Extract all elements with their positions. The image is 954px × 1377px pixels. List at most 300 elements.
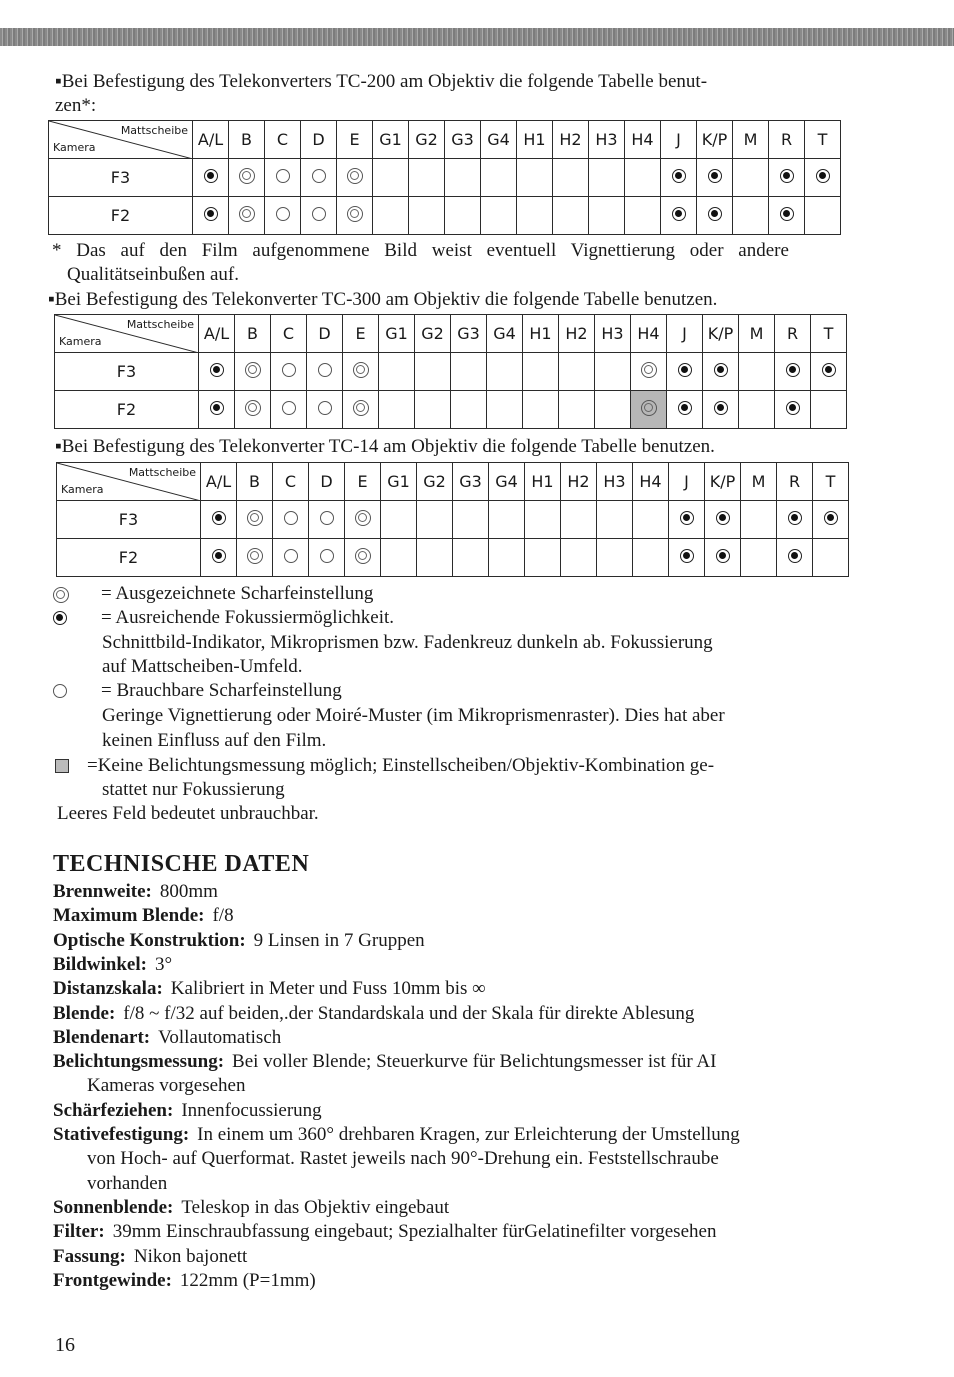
column-header: G4 [481,121,517,159]
row-label: F2 [57,539,201,577]
table-cell [309,539,345,577]
table-cell [373,197,409,235]
legend-usable-detail1: Geringe Vignettierung oder Moiré-Muster (im Mikroprismenraster). Dies hat aber [102,705,725,726]
column-header: G4 [487,315,523,353]
open-circle-icon [318,363,332,377]
spec-value: Nikon bajonett [133,1245,248,1267]
filled-circle-icon [53,611,67,625]
scan-top-bar [0,28,954,46]
table-cell [523,391,559,429]
column-header: T [811,315,847,353]
spec-label: Brennweite: [53,881,152,902]
table-cell [229,159,265,197]
filled-circle-icon [786,401,800,415]
corner-header [49,121,193,159]
column-header: D [307,315,343,353]
table-cell [561,501,597,539]
filled-circle-icon [714,401,728,415]
table-cell [733,197,769,235]
spec-line [53,954,172,976]
filled-circle-icon [204,207,218,221]
table-cell [775,391,811,429]
column-header: B [229,121,265,159]
table-cell [775,353,811,391]
legend-usable-text: = Brauchbare Scharfeinstellung [101,680,342,701]
table-cell [237,539,273,577]
table-cell [481,197,517,235]
table-cell [669,501,705,539]
column-header: H3 [597,463,633,501]
spec-continuation: Kameras vorgesehen [87,1075,246,1097]
column-header: H2 [561,463,597,501]
column-header: H1 [525,463,561,501]
table-cell [589,159,625,197]
column-header: A/L [201,463,237,501]
spec-continuation: vorhanden [87,1172,168,1194]
table-row [57,501,849,539]
filled-circle-icon [822,363,836,377]
table-cell [703,353,739,391]
spec-line [53,1124,740,1146]
table-row [55,391,847,429]
spec-label: Blende: [53,1002,116,1024]
column-header: H4 [625,121,661,159]
spec-value: In einem um 360° drehbaren Kragen, zur Erleichterung der Umstellung [197,1124,740,1145]
column-header: E [343,315,379,353]
table-cell [417,539,453,577]
filled-circle-icon [672,207,686,221]
table-cell [595,353,631,391]
double-circle-icon [247,510,263,526]
table-header-row [49,121,841,159]
table-row [55,353,847,391]
spec-label: Stativefestigung: [53,1124,190,1145]
table-cell [697,159,733,197]
filled-circle-icon [678,401,692,415]
spec-line [53,1270,316,1292]
open-circle-icon [312,169,326,183]
spec-label: Maximum Blende: [53,905,205,927]
spec-line [53,1003,694,1025]
column-header: G1 [379,315,415,353]
spec-line [53,1027,281,1049]
table-cell [301,159,337,197]
corner-label-screen: Mattscheibe [120,124,188,137]
column-header: B [235,315,271,353]
filled-circle-icon [716,549,730,563]
spec-value: f/8 ~ f/32 auf beiden,.der Standardskala und der Skala für direkte Ablesung [123,1002,695,1024]
table-cell [201,501,237,539]
row-label: F3 [49,159,193,197]
table-cell [705,501,741,539]
column-header: C [273,463,309,501]
table1-intro-line2: zen*: [55,95,97,116]
table-cell [525,539,561,577]
spec-value: Innenfocussierung [181,1099,322,1121]
table-cell [265,197,301,235]
filled-circle-icon [714,363,728,377]
table-cell [379,353,415,391]
column-header: M [739,315,775,353]
table-cell [769,197,805,235]
column-header: G3 [453,463,489,501]
legend-usable-detail2: keinen Einfluss auf den Film. [102,730,327,751]
table-cell [309,501,345,539]
table-cell [451,353,487,391]
column-header: A/L [193,121,229,159]
table-cell [523,353,559,391]
table-cell [625,159,661,197]
spec-line [53,1100,322,1122]
open-circle-icon [284,511,298,525]
legend-sufficient-detail2: auf Mattscheiben-Umfeld. [102,656,303,677]
table-cell [273,501,309,539]
column-header: G3 [451,315,487,353]
spec-line [53,1197,449,1219]
table-cell [589,197,625,235]
table-cell [631,391,667,429]
filled-circle-icon [672,169,686,183]
spec-value: 800mm [159,881,218,902]
section-title: TECHNISCHE DATEN [53,851,310,877]
column-header: G2 [409,121,445,159]
double-circle-icon [641,400,657,416]
open-circle-icon [53,684,67,698]
table-cell [553,197,589,235]
table-row [49,159,841,197]
table-cell [193,159,229,197]
table-cell [741,539,777,577]
table-cell [553,159,589,197]
double-circle-icon [53,587,69,603]
column-header: A/L [199,315,235,353]
column-header: R [775,315,811,353]
row-label: F3 [57,501,201,539]
column-header: G1 [373,121,409,159]
filled-circle-icon [708,169,722,183]
table-cell [805,159,841,197]
open-circle-icon [320,511,334,525]
filled-circle-icon [780,207,794,221]
column-header: K/P [703,315,739,353]
table-cell [235,391,271,429]
table-cell [813,501,849,539]
filled-circle-icon [680,511,694,525]
double-circle-icon [245,400,261,416]
spec-line [53,930,425,952]
filled-circle-icon [212,511,226,525]
spec-value: Kalibriert in Meter und Fuss 10mm bis ∞ [170,978,486,1000]
table-cell [517,197,553,235]
column-header: G2 [415,315,451,353]
table-cell [811,353,847,391]
table-cell [739,391,775,429]
legend-empty-note: Leeres Feld bedeutet unbrauchbar. [57,803,319,824]
table-cell [633,539,669,577]
table-cell [703,391,739,429]
table-cell [625,197,661,235]
filled-circle-icon [678,363,692,377]
column-header: B [237,463,273,501]
table-cell [307,391,343,429]
double-circle-icon [347,168,363,184]
filled-circle-icon [788,511,802,525]
open-circle-icon [282,363,296,377]
spec-label: Sonnenblende: [53,1196,174,1218]
spec-line [53,1246,247,1268]
double-circle-icon [353,362,369,378]
table-cell [265,159,301,197]
table3-intro: ▪Bei Befestigung des Telekonverter TC-14 am Objektiv die folgende Tabelle benutzen. [55,436,715,457]
column-header: H1 [517,121,553,159]
table-cell [561,539,597,577]
table-cell [631,353,667,391]
column-header: H1 [523,315,559,353]
table-cell [273,539,309,577]
legend-sufficient-text: = Ausreichende Fokussiermöglichkeit. [101,607,395,628]
filled-circle-icon [824,511,838,525]
double-circle-icon [347,206,363,222]
column-header: H4 [631,315,667,353]
column-header: K/P [697,121,733,159]
open-circle-icon [320,549,334,563]
double-circle-icon [353,400,369,416]
table-cell [271,353,307,391]
column-header: D [301,121,337,159]
open-circle-icon [276,169,290,183]
table-cell [199,391,235,429]
legend-no-metering-text: =Keine Belichtungsmessung möglich; Einstellscheiben/Objektiv-Kombination ge- [87,755,715,776]
table-cell [661,159,697,197]
column-header: G1 [381,463,417,501]
table-cell [229,197,265,235]
corner-label-camera: Kamera [61,483,104,496]
corner-label-screen: Mattscheibe [126,318,194,331]
column-header: M [741,463,777,501]
filled-circle-icon [212,549,226,563]
filled-circle-icon [780,169,794,183]
table-cell [345,501,381,539]
spec-value: Teleskop in das Objektiv eingebaut [181,1196,450,1218]
focus-table-tc14 [56,462,849,577]
table-cell [661,197,697,235]
table-cell [337,159,373,197]
table-cell [489,539,525,577]
column-header: C [265,121,301,159]
spec-continuation: von Hoch- auf Querformat. Rastet jeweils nach 90°-Drehung ein. Feststellschraube [87,1148,719,1170]
table-cell [417,501,453,539]
gray-square-icon [55,759,69,773]
column-header: R [769,121,805,159]
spec-line [53,1221,716,1243]
column-header: T [805,121,841,159]
table-cell [199,353,235,391]
column-header: T [813,463,849,501]
open-circle-icon [282,401,296,415]
row-label: F2 [49,197,193,235]
spec-label: Bildwinkel: [53,953,147,975]
column-header: H2 [559,315,595,353]
spec-label: Fassung: [53,1245,126,1267]
spec-label: Schärfeziehen: [53,1099,174,1121]
table-cell [733,159,769,197]
column-header: M [733,121,769,159]
spec-value: 122mm (P=1mm) [179,1269,316,1291]
spec-value: 39mm Einschraubfassung eingebaut; Spezialhalter fürGelatinefilter vorgesehen [112,1221,717,1243]
column-header: J [667,315,703,353]
table-row [57,539,849,577]
table-cell [381,539,417,577]
table-cell [487,391,523,429]
filled-circle-icon [708,207,722,221]
table-cell [409,197,445,235]
table-cell [381,501,417,539]
spec-label: Optische Konstruktion: [53,929,246,951]
table-cell [301,197,337,235]
table-cell [739,353,775,391]
corner-label-camera: Kamera [59,335,102,348]
spec-line [53,1051,716,1073]
filled-circle-icon [210,401,224,415]
table-cell [487,353,523,391]
table-cell [741,501,777,539]
column-header: H2 [553,121,589,159]
focus-table-tc300 [54,314,847,429]
column-header: J [661,121,697,159]
filled-circle-icon [680,549,694,563]
legend-no-metering-detail: stattet nur Fokussierung [102,779,285,800]
table-cell [415,391,451,429]
filled-circle-icon [210,363,224,377]
table-cell [777,539,813,577]
spec-label: Belichtungsmessung: [53,1051,225,1073]
corner-header [57,463,201,501]
table-cell [409,159,445,197]
corner-label-screen: Mattscheibe [128,466,196,479]
column-header: G2 [417,463,453,501]
table-header-row [57,463,849,501]
spec-value: 9 Linsen in 7 Gruppen [253,929,425,951]
double-circle-icon [245,362,261,378]
column-header: C [271,315,307,353]
column-header: H4 [633,463,669,501]
table-header-row [55,315,847,353]
spec-label: Blendenart: [53,1026,151,1048]
table-cell [517,159,553,197]
double-circle-icon [239,206,255,222]
filled-circle-icon [204,169,218,183]
table-cell [415,353,451,391]
open-circle-icon [312,207,326,221]
table1-footnote-line1: * Das auf den Film aufgenommene Bild weist eventuell Vignettierung oder andere [52,240,789,261]
table-cell [559,391,595,429]
filled-circle-icon [786,363,800,377]
table-cell [705,539,741,577]
table-cell [343,353,379,391]
legend-sufficient-detail1: Schnittbild-Indikator, Mikroprismen bzw. Fadenkreuz dunkeln ab. Fokussierung [102,632,713,653]
column-header: E [345,463,381,501]
corner-header [55,315,199,353]
table-cell [201,539,237,577]
double-circle-icon [355,548,371,564]
table-cell [777,501,813,539]
spec-value: 3° [154,953,173,975]
table1-intro-line1: ▪Bei Befestigung des Telekonverters TC-200 am Objektiv die folgende Tabelle benut- [55,71,708,92]
table-cell [489,501,525,539]
spec-value: Bei voller Blende; Steuerkurve für Belichtungsmesser ist für AI [232,1051,717,1073]
table-cell [597,501,633,539]
table1-footnote-line2: Qualitätseinbußen auf. [67,264,240,285]
double-circle-icon [239,168,255,184]
column-header: J [669,463,705,501]
column-header: H3 [595,315,631,353]
table-cell [343,391,379,429]
legend-excellent-text: = Ausgezeichnete Scharfeinstellung [101,583,374,604]
focus-table-tc200 [48,120,841,235]
filled-circle-icon [816,169,830,183]
spec-value: Vollautomatisch [158,1026,282,1048]
table-cell [345,539,381,577]
table2-intro: ▪Bei Befestigung des Telekonverter TC-300 am Objektiv die folgende Tabelle benutzen. [48,289,718,310]
table-cell [445,197,481,235]
table-cell [667,391,703,429]
table-row [49,197,841,235]
spec-line [53,978,486,1000]
filled-circle-icon [788,549,802,563]
table-cell [633,501,669,539]
spec-label: Frontgewinde: [53,1269,172,1291]
table-cell [237,501,273,539]
table-cell [697,197,733,235]
spec-line [53,905,234,927]
open-circle-icon [318,401,332,415]
table-cell [235,353,271,391]
column-header: E [337,121,373,159]
double-circle-icon [247,548,263,564]
double-circle-icon [355,510,371,526]
open-circle-icon [276,207,290,221]
table-cell [373,159,409,197]
filled-circle-icon [716,511,730,525]
table-cell [667,353,703,391]
column-header: K/P [705,463,741,501]
table-cell [595,391,631,429]
table-cell [559,353,595,391]
column-header: G4 [489,463,525,501]
table-cell [805,197,841,235]
open-circle-icon [284,549,298,563]
table-cell [453,539,489,577]
table-cell [379,391,415,429]
table-cell [337,197,373,235]
table-cell [451,391,487,429]
table-cell [193,197,229,235]
row-label: F3 [55,353,199,391]
table-cell [669,539,705,577]
table-cell [445,159,481,197]
column-header: D [309,463,345,501]
table-cell [813,539,849,577]
spec-value: f/8 [212,905,234,927]
table-cell [453,501,489,539]
column-header: R [777,463,813,501]
table-cell [597,539,633,577]
table-cell [307,353,343,391]
row-label: F2 [55,391,199,429]
table-cell [811,391,847,429]
table-cell [525,501,561,539]
corner-label-camera: Kamera [53,141,96,154]
